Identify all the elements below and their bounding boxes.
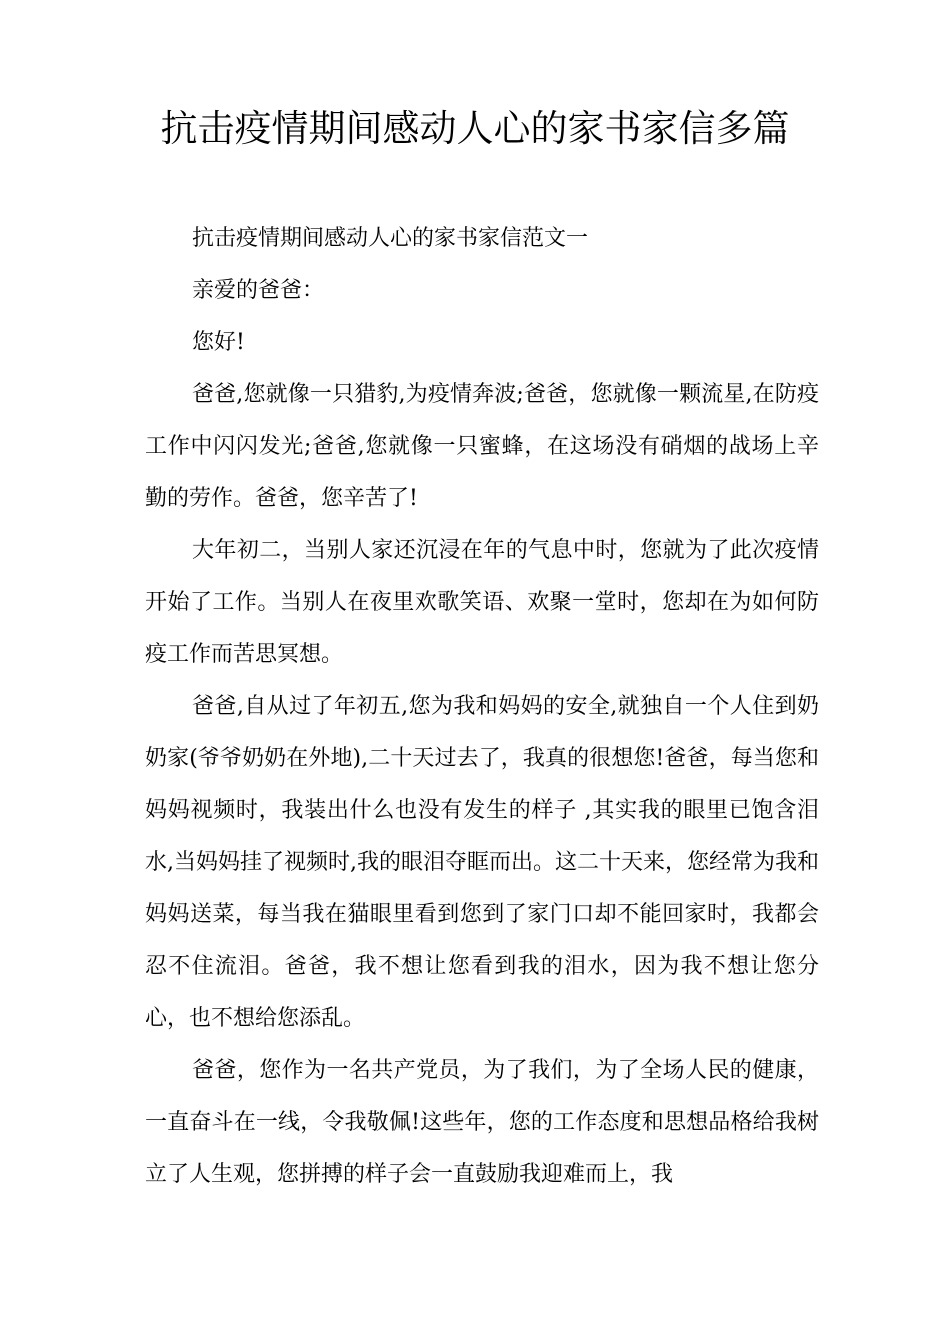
document-title: 抗击疫情期间感动人心的家书家信多篇 <box>160 107 790 150</box>
section-heading: 抗击疫情期间感动人心的家书家信范文一 <box>192 226 589 251</box>
greeting: 您好! <box>192 330 245 355</box>
document-body <box>145 213 819 1201</box>
paragraph: 大年初二，当别人家还沉浸在年的气息中时，您就为了此次疫情开始了工作。当别人在夜里欢歌笑语、欢聚一堂时，您却在为如何防疫工作而苦思冥想。 <box>145 538 819 667</box>
paragraph: 爸爸，您作为一名共产党员，为了我们，为了全场人民的健康，一直奋斗在一线，令我敬佩!这些年，您的工作态度和思想品格给我树立了人生观，您拼搏的样子会一直鼓励我迎难而上，我 <box>145 1058 819 1187</box>
paragraph: 爸爸,自从过了年初五,您为我和妈妈的安全,就独自一个人住到奶奶家(爷爷奶奶在外地),二十天过去了，我真的很想您!爸爸，每当您和妈妈视频时，我装出什么也没有发生的样子 ,其实我的眼里已饱含泪水,当妈妈挂了视频时,我的眼泪夺眶而出。这二十天来，您经常为我和妈妈送菜，每当我在猫眼里看到您到了家门口却不能回家时，我都会忍不住流泪。爸爸，我不想让您看到我的泪水，因为我不想让您分心，也不想给您添乱。 <box>145 694 819 1031</box>
paragraph: 爸爸,您就像一只猎豹,为疫情奔波;爸爸，您就像一颗流星,在防疫工作中闪闪发光;爸爸,您就像一只蜜蜂，在这场没有硝烟的战场上辛勤的劳作。爸爸，您辛苦了! <box>145 382 819 511</box>
salutation: 亲爱的爸爸： <box>192 278 325 303</box>
